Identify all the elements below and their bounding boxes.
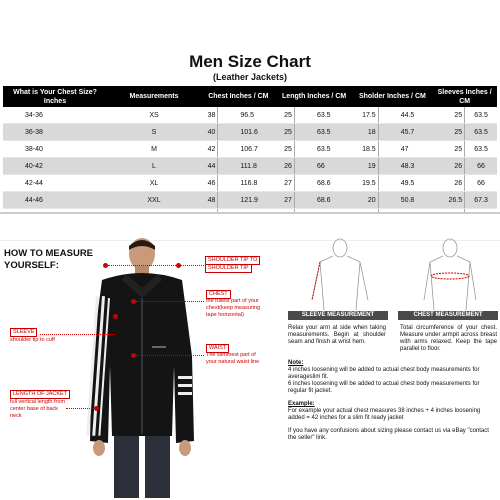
size-cell: 42-44 bbox=[3, 175, 107, 192]
chest-cm-cell: 101.6 bbox=[218, 124, 276, 141]
size-cell: 40-42 bbox=[3, 158, 107, 175]
sizing-notes bbox=[288, 360, 496, 442]
header-sleeves: Sleeves Inches / CM bbox=[432, 86, 497, 107]
length-inches-cell: 25 bbox=[276, 124, 295, 141]
length-cm-cell: 63.5 bbox=[294, 107, 352, 124]
size-cell: 36-38 bbox=[3, 124, 107, 141]
chest-measurement-text: Total circumference of your chest. Measure under armpit across breast with arms relaxed. Keep the tape parallel to floor. bbox=[400, 325, 497, 352]
measurement-cell: M bbox=[107, 141, 201, 158]
sleeves-inches-cell: 26.5 bbox=[432, 192, 464, 209]
sleeve-callout-title: SLEEVE bbox=[10, 328, 37, 337]
table-row bbox=[3, 124, 497, 141]
length-cm-cell: 66 bbox=[294, 158, 352, 175]
length-cm-cell: 68.6 bbox=[294, 175, 352, 192]
sholder-inches-cell: 17.5 bbox=[353, 107, 379, 124]
chest-callout-text: the fullest part of your chest(keep measuring tape horizontal) bbox=[206, 298, 261, 318]
header-chest: Chest Inches / CM bbox=[201, 86, 276, 107]
table-row bbox=[3, 175, 497, 192]
length-cm-cell: 63.5 bbox=[294, 141, 352, 158]
table-row bbox=[3, 192, 497, 209]
length-callout-text: full vertical length from center base of back neck bbox=[10, 399, 66, 419]
chest-callout-title: CHEST bbox=[206, 290, 231, 299]
sleeves-cm-cell: 66 bbox=[465, 158, 497, 175]
sholder-cm-cell: 48.3 bbox=[378, 158, 432, 175]
note-2: 6 inches loosening will be added to actual chest body measurements for regular fit jacket. bbox=[288, 381, 480, 394]
chest-measurement-heading: CHEST MEASUREMENT bbox=[398, 311, 498, 320]
length-cm-cell: 68.6 bbox=[294, 192, 352, 209]
note-label: Note: bbox=[288, 360, 304, 366]
waist-line bbox=[136, 355, 204, 356]
table-row bbox=[3, 158, 497, 175]
measurement-cell: S bbox=[107, 124, 201, 141]
table-row bbox=[3, 107, 497, 124]
chest-inches-cell: 38 bbox=[201, 107, 218, 124]
sleeves-cm-cell: 63.5 bbox=[465, 124, 497, 141]
sleeves-inches-cell: 26 bbox=[432, 175, 464, 192]
sholder-inches-cell: 18 bbox=[353, 124, 379, 141]
sleeve-line bbox=[40, 334, 115, 335]
measurement-cell: XXL bbox=[107, 192, 201, 209]
sleeve-measurement-text: Relax your arm at side when taking measurements. Begin at shoulder seam and finish at wrist hem. bbox=[288, 325, 386, 345]
measurement-cell: L bbox=[107, 158, 201, 175]
sleeves-cm-cell: 63.5 bbox=[465, 141, 497, 158]
length-dot bbox=[94, 406, 99, 411]
sholder-cm-cell: 47 bbox=[378, 141, 432, 158]
chest-inches-cell: 44 bbox=[201, 158, 218, 175]
table-row bbox=[3, 141, 497, 158]
chest-cm-cell: 121.9 bbox=[218, 192, 276, 209]
size-cell: 44-46 bbox=[3, 192, 107, 209]
note-1: 4 inches loosening will be added to actual chest body measurements for averageslim fit. bbox=[288, 367, 480, 380]
chest-cm-cell: 96.5 bbox=[218, 107, 276, 124]
shoulder-callout-title: SHOULDER TIP TO bbox=[205, 256, 260, 265]
sleeves-cm-cell: 63.5 bbox=[465, 107, 497, 124]
sholder-inches-cell: 19.5 bbox=[353, 175, 379, 192]
sleeves-cm-cell: 66 bbox=[465, 175, 497, 192]
howto-title: HOW TO MEASURE YOURSELF: bbox=[4, 248, 94, 271]
chart-subtitle: (Leather Jackets) bbox=[212, 72, 288, 82]
length-callout-title: LENGTH OF JACKET bbox=[10, 390, 70, 399]
sholder-cm-cell: 50.8 bbox=[378, 192, 432, 209]
sleeve-measurement-heading: SLEEVE MEASUREMENT bbox=[288, 311, 388, 320]
sholder-cm-cell: 45.7 bbox=[378, 124, 432, 141]
example-text: For example your actual chest measures 38 inches + 4 inches loosening added = 42 inches for a slim fit ready jacket bbox=[288, 408, 481, 421]
sleeve-callout-text: shoulder tip to cuff bbox=[10, 337, 55, 343]
length-inches-cell: 27 bbox=[276, 175, 295, 192]
length-inches-cell: 26 bbox=[276, 158, 295, 175]
leather-jacket-image bbox=[84, 236, 200, 498]
measurement-cell: XS bbox=[107, 107, 201, 124]
sleeves-cm-cell: 67.3 bbox=[465, 192, 497, 209]
chest-line bbox=[136, 301, 204, 302]
sleeves-inches-cell: 25 bbox=[432, 141, 464, 158]
length-inches-cell: 25 bbox=[276, 141, 295, 158]
sleeves-inches-cell: 25 bbox=[432, 124, 464, 141]
shoulder-line bbox=[108, 265, 204, 266]
sleeve-body-figure bbox=[300, 236, 380, 310]
chest-inches-cell: 42 bbox=[201, 141, 218, 158]
waist-callout-title: WAIST bbox=[206, 344, 229, 353]
waist-callout-text: The slimmest part of your natural waist line bbox=[206, 352, 260, 365]
sholder-inches-cell: 19 bbox=[353, 158, 379, 175]
chart-title: Men Size Chart bbox=[189, 52, 311, 71]
header-length: Length Inches / CM bbox=[276, 86, 353, 107]
size-cell: 34-36 bbox=[3, 107, 107, 124]
sleeves-inches-cell: 26 bbox=[432, 158, 464, 175]
length-inches-cell: 25 bbox=[276, 107, 295, 124]
contact-text: If you have any confusions about sizing please contact us via eBay "contact the seller" link. bbox=[288, 428, 489, 441]
sleeve-dot bbox=[113, 314, 118, 319]
size-cell: 38-40 bbox=[3, 141, 107, 158]
chest-body-figure bbox=[410, 236, 490, 310]
size-table bbox=[3, 86, 497, 226]
sleeves-inches-cell: 25 bbox=[432, 107, 464, 124]
chest-cm-cell: 111.8 bbox=[218, 158, 276, 175]
header-measurements: Measurements bbox=[107, 86, 201, 107]
shoulder-callout-title2: SHOULDER TIP bbox=[205, 264, 252, 273]
header-sholder: Sholder Inches / CM bbox=[353, 86, 433, 107]
measurement-cell: XL bbox=[107, 175, 201, 192]
sholder-inches-cell: 18.5 bbox=[353, 141, 379, 158]
header-chest-size: What is Your Chest Size? Inches bbox=[3, 86, 107, 107]
sholder-inches-cell: 20 bbox=[353, 192, 379, 209]
chest-inches-cell: 46 bbox=[201, 175, 218, 192]
length-cm-cell: 63.5 bbox=[294, 124, 352, 141]
chest-inches-cell: 48 bbox=[201, 192, 218, 209]
length-inches-cell: 27 bbox=[276, 192, 295, 209]
example-label: Example: bbox=[288, 401, 315, 407]
length-line bbox=[66, 408, 94, 409]
sholder-cm-cell: 49.5 bbox=[378, 175, 432, 192]
chest-inches-cell: 40 bbox=[201, 124, 218, 141]
table-header-row bbox=[3, 86, 497, 107]
chest-cm-cell: 106.7 bbox=[218, 141, 276, 158]
sholder-cm-cell: 44.5 bbox=[378, 107, 432, 124]
chest-cm-cell: 116.8 bbox=[218, 175, 276, 192]
